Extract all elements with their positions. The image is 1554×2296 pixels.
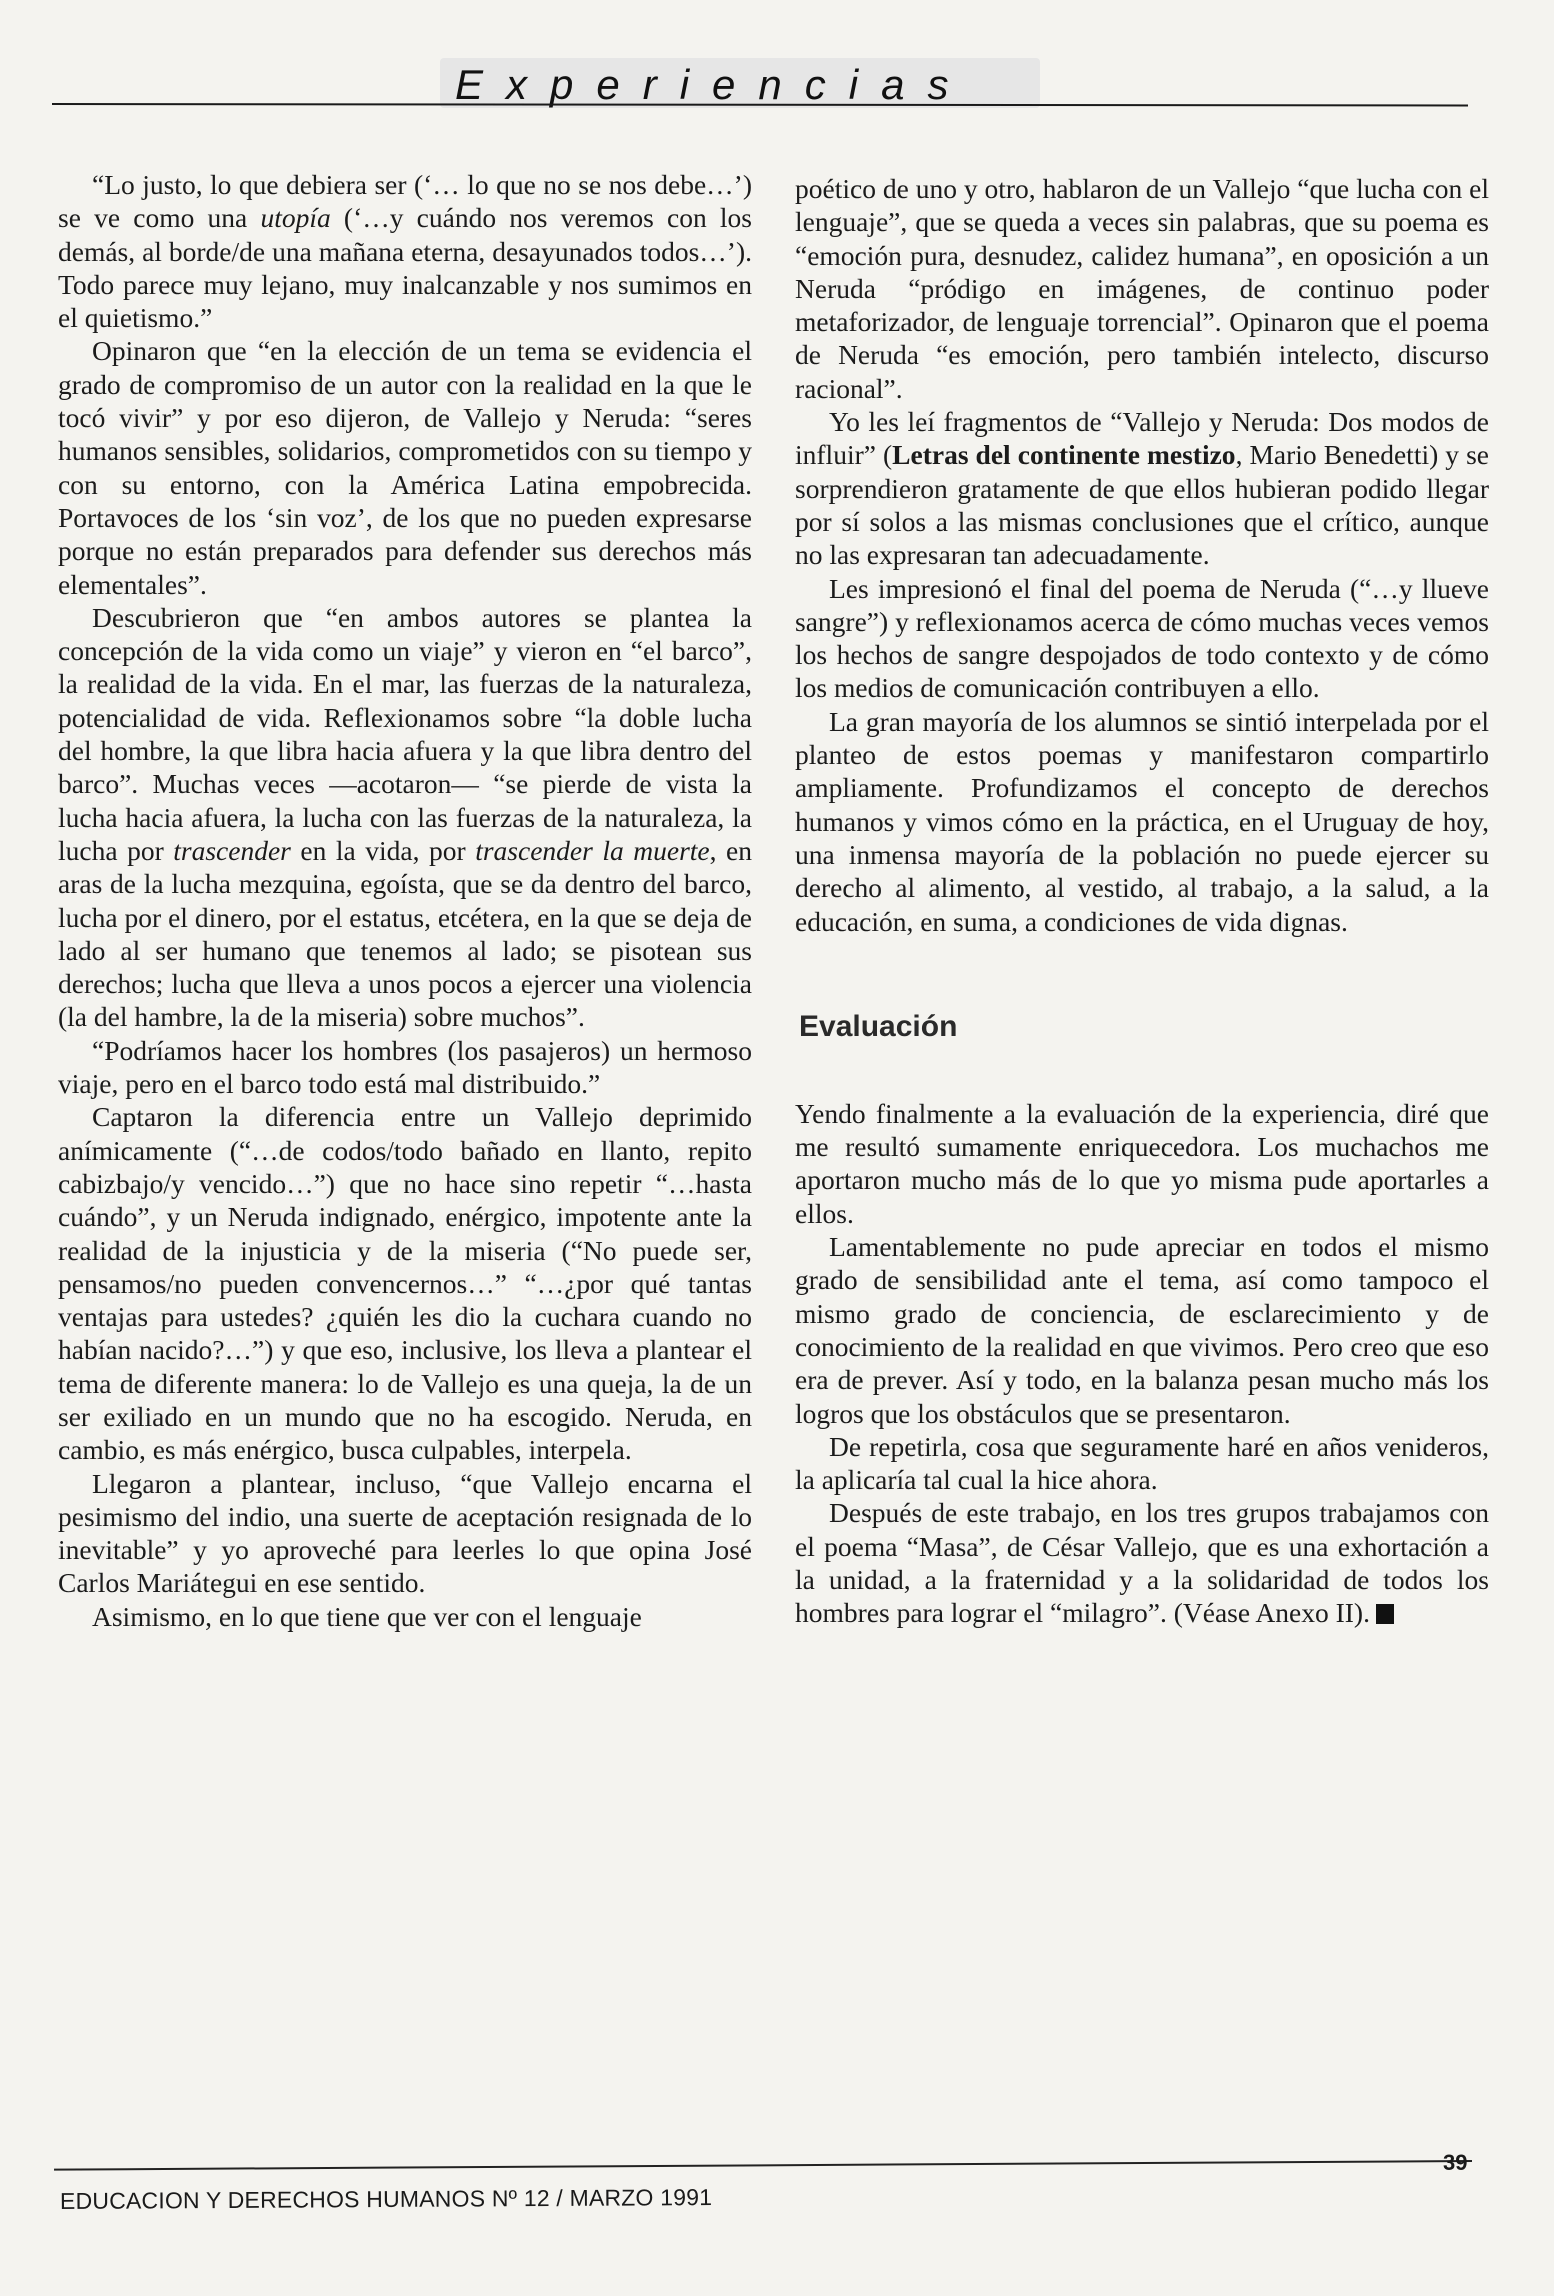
- right-column: [795, 172, 1489, 1630]
- paragraph: Yo les leí fragmentos de “Vallejo y Neruda: Dos modos de influir” (Letras del continente mestizo, Mario Benedetti) y se sorprendieron gratamente de que ellos hubieran podido llegar por sí solos a las mismas conclusiones que el crítico, aunque no las expresaran tan adecuadamente.: [795, 406, 1490, 571]
- page-number: 39: [1443, 2150, 1468, 2175]
- paragraph: De repetirla, cosa que seguramente haré en años venideros, la aplicaría tal cual la hice ahora.: [795, 1430, 1489, 1496]
- paragraph: La gran mayoría de los alumnos se sintió interpelada por el planteo de estos poemas y manifestaron compartirlo ampliamente. Profundizamos el concepto de derechos humanos y vimos cómo en la práctica, en el Uruguay de hoy, una inmensa mayoría de la población no puede ejercer su derecho al alimento, al vestido, al trabajo, a la salud, a la educación, en suma, a condiciones de vida dignas.: [795, 705, 1489, 937]
- paragraph: Asimismo, en lo que tiene que ver con el lenguaje: [92, 1600, 642, 1632]
- footer-rule: [54, 2160, 1472, 2171]
- journal-footer: EDUCACION Y DERECHOS HUMANOS Nº 12 / MARZO 1991: [59, 2184, 713, 2214]
- emphasis-utopia: utopía: [260, 202, 331, 234]
- paragraph: “Podríamos hacer los hombres (los pasajeros) un hermoso viaje, pero en el barco todo está mal distribuido.”: [58, 1034, 752, 1100]
- paragraph: Después de este trabajo, en los tres grupos trabajamos con el poema “Masa”, de César Vallejo, que es una exhortación a la unidad, a la fraternidad y a la solidaridad de todos los hombres para lograr el “milagro”. (Véase Anexo II).: [795, 1497, 1489, 1629]
- paragraph: Captaron la diferencia entre un Vallejo deprimido anímicamente (“…de codos/todo bañado en llanto, repito cabizbajo/y vencido…”) que no hace sino repetir “…hasta cuándo”, y un Neruda indignado, enérgico, impotente ante la realidad de la injusticia y de la miseria (“No puede ser, pensamos/no pueden convencernos…” “…¿por qué tantas ventajas para ustedes? ¿quién les dio la cuchara cuando no habían nacido?…”) y que eso, inclusive, los lleva a plantear el tema de diferente manera: lo de Vallejo es una queja, la de un ser exiliado en un mundo que no ha escogido. Neruda, en cambio, es más enérgico, busca culpables, interpela.: [58, 1101, 752, 1466]
- paragraph: Lamentablemente no pude apreciar en todos el mismo grado de sensibilidad ante el tema, así como tampoco el mismo grado de conciencia, de esclarecimiento y de conocimiento de la realidad en que vivimos. Pero creo que eso era de prever. Así y todo, en la balanza pesan mucho más los logros que los obstáculos que se presentaron.: [795, 1231, 1489, 1429]
- book-title: Letras del continente mestizo: [892, 439, 1236, 471]
- end-mark-icon: [1376, 1604, 1394, 1624]
- paragraph: Descubrieron que “en ambos autores se plantea la concepción de la vida como un viaje” y vieron en “el barco”, la realidad de la vida. En el mar, las fuerzas de la naturaleza, potencialidad de vida. Reflexionamos sobre “la doble lucha del hombre, la que libra hacia afuera y la que libra dentro del barco”. Muchas veces —acotaron— “se pierde de vista la lucha hacia afuera, la lucha con las fuerzas de la naturaleza, la lucha por trascender en la vida, por trascender la muerte, en aras de la lucha mezquina, egoísta, que se da dentro del barco, lucha por el dinero, por el estatus, etcétera, en la que se deja de lado al ser humano que tenemos al lado; se pisotean sus derechos; lucha que lleva a unos pocos a ejercer una violencia (la del hambre, la de la miseria) sobre muchos”.: [58, 601, 752, 1033]
- paragraph: Les impresionó el final del poema de Neruda (“…y llueve sangre”) y reflexionamos acerca de cómo muchas veces vemos los hechos de sangre despojados de todo contexto y de cómo los medios de comunicación contribuyen a ello.: [795, 572, 1489, 704]
- paragraph: Opinaron que “en la elección de un tema se evidencia el grado de compromiso de un autor con la realidad en la que le tocó vivir” y por eso dijeron, de Vallejo y Neruda: “seres humanos sensibles, solidarios, comprometidos con su tiempo y con su entorno, con la América Latina empobrecida. Portavoces de los ‘sin voz’, de los que no pueden expresarse porque no están preparados para defender sus derechos más elementales”.: [58, 335, 752, 600]
- paragraph: Llegaron a plantear, incluso, “que Vallejo encarna el pesimismo del indio, una suerte de aceptación resignada de lo inevitable” y yo aproveché para leerles lo que opina José Carlos Mariátegui en ese sentido.: [58, 1467, 752, 1599]
- emphasis-trascender: trascender: [173, 834, 291, 866]
- left-column: [58, 168, 752, 1633]
- paragraph: poético de uno y otro, hablaron de un Vallejo “que lucha con el lenguaje”, que se queda a veces sin palabras, que su poema es “emoción pura, desnudez, calidez humana”, en oposición a un Neruda “pródigo en imágenes, de continuo poder metaforizador, de lenguaje torrencial”. Opinaron que el poema de Neruda “es emoción, pero también intelecto, discurso racional”.: [795, 173, 1489, 404]
- paragraph: “Lo justo, lo que debiera ser (‘… lo que no se nos debe…’) se ve como una utopía (‘…y cuándo nos veremos con los demás, al borde/de una mañana eterna, desayunados todos…’). Todo parece muy lejano, muy inalcanzable y nos sumimos en el quietismo.”: [58, 169, 753, 334]
- emphasis-trascender-muerte: trascender la muerte: [475, 834, 710, 866]
- paragraph: Yendo finalmente a la evaluación de la experiencia, diré que me resultó sumamente enriquecedora. Los muchachos me aportaron mucho más de lo que yo misma pude aportarles a ellos.: [795, 1097, 1489, 1229]
- section-heading: Evaluación: [799, 1009, 958, 1043]
- section-title: Experiencias: [455, 61, 972, 108]
